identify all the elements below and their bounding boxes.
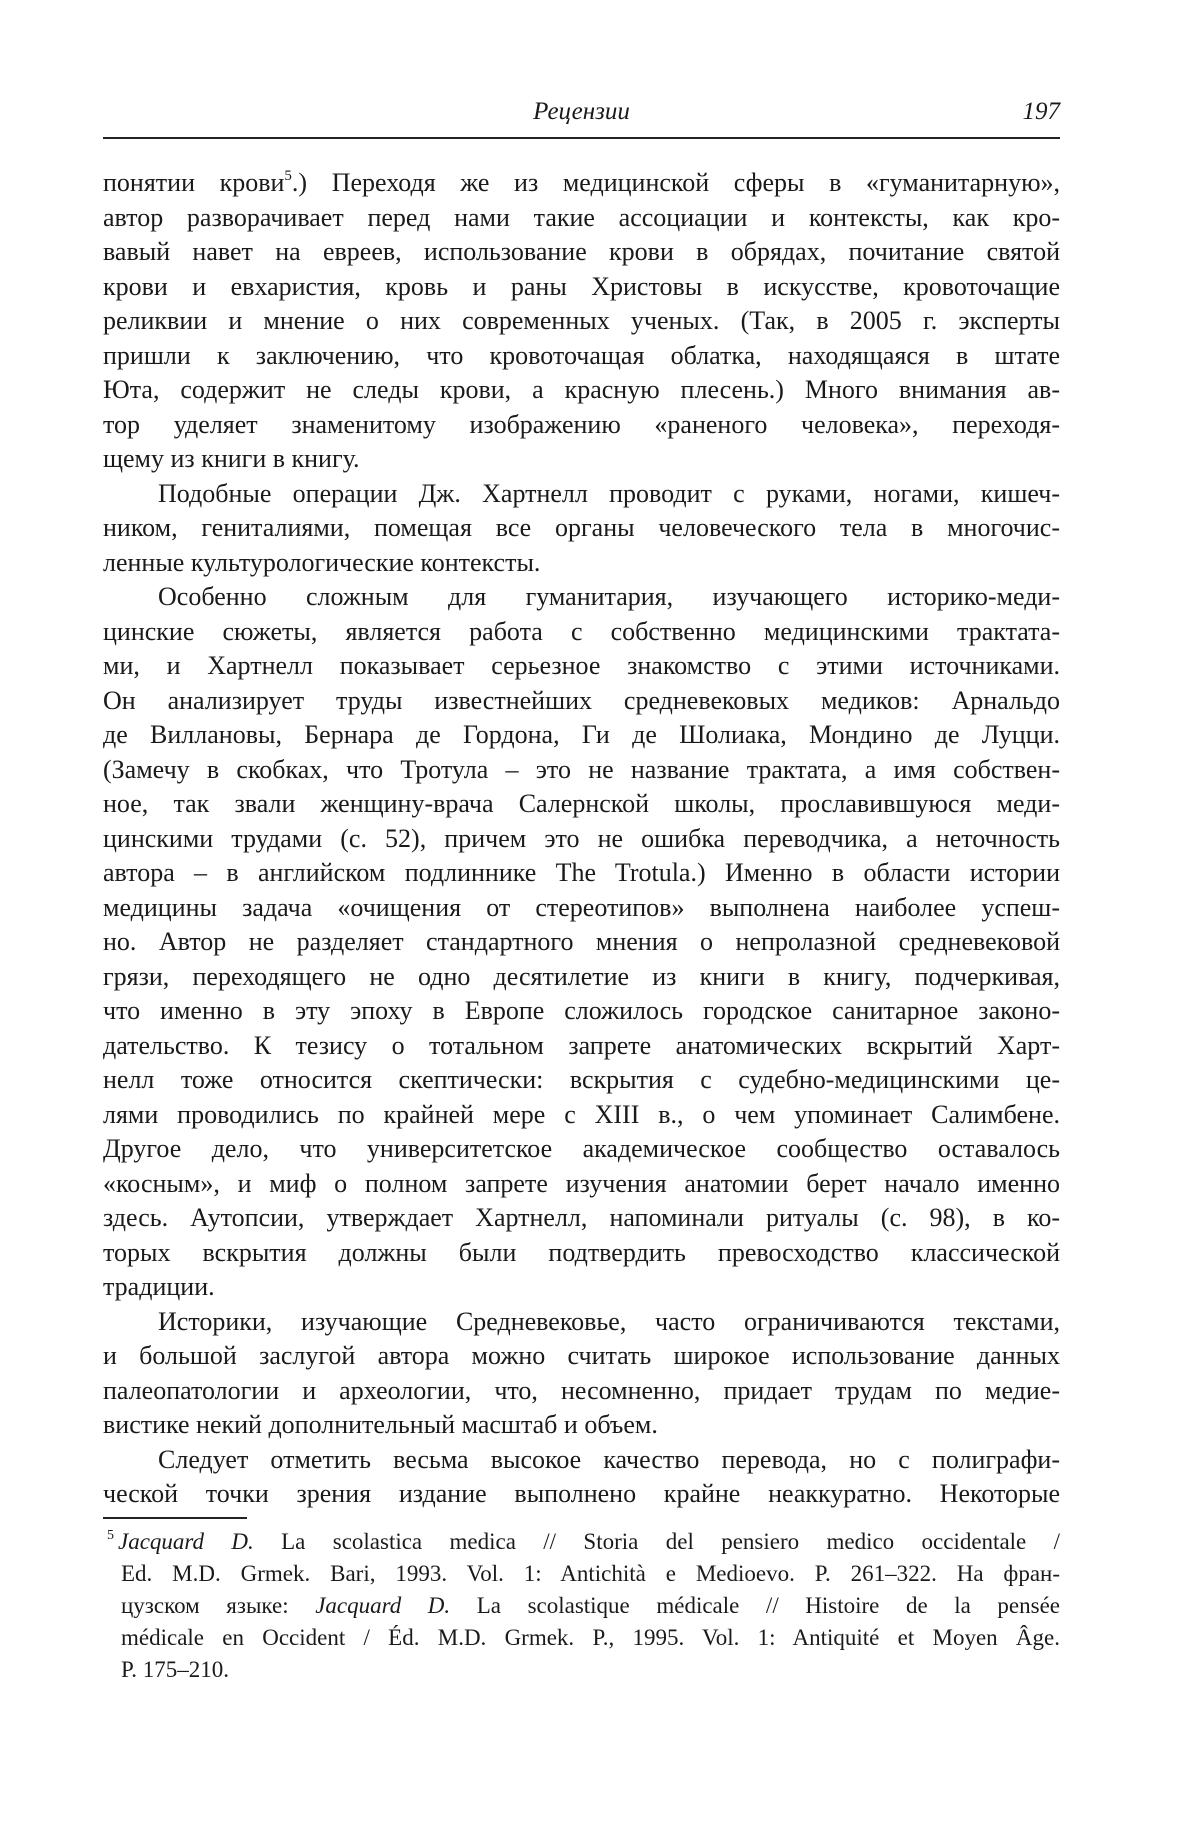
footnote-reference[interactable]: 5 (284, 168, 292, 184)
footnote-line (103, 1526, 1060, 1558)
text-line: Особенно сложным для гуманитария, изучающего историко-меди- (158, 582, 1060, 611)
text-line: (Замечу в скобках, что Тротула – это не название трактата, а имя собствен- (103, 754, 1060, 784)
text-line: вистике некий дополнительный масштаб и объем. (103, 1410, 658, 1439)
footnote-text: La scolastica medica // Storia del pensiero medico occidentale / (253, 1529, 1060, 1554)
footnote-rule (103, 1517, 247, 1519)
text-line: де Виллановы, Бернара де Гордона, Ги де Шолиака, Мондино де Луцци. (103, 720, 1060, 749)
text-line: реликвии и мнение о них современных ученых. (Так, в 2005 г. эксперты (103, 306, 1060, 335)
text-line: цинские сюжеты, является работа с собственно медицинскими трактата- (103, 616, 1060, 646)
footnote-author: Jacquard D. (118, 1529, 254, 1554)
section-title: Рецензии (533, 98, 630, 125)
text-line: ческой точки зрения издание выполнено крайне неаккуратно. Некоторые (103, 1479, 1060, 1508)
footnote-text: La scolastique médicale // Histoire de la pensée (450, 1593, 1060, 1618)
text-line: щему из книги в книгу. (103, 444, 360, 473)
text-line: грязи, переходящего не одно десятилетие из книги в книгу, подчеркивая, (103, 961, 1060, 991)
text-line: торых вскрытия должны были подтвердить превосходство классической (103, 1237, 1060, 1267)
text-line: Он анализирует труды известнейших средневековых медиков: Арнальдо (103, 685, 1060, 715)
footnote-text: цузском языке: (121, 1593, 316, 1618)
footnote-mark: 5 (107, 1528, 114, 1543)
text-line: ное, так звали женщину-врача Салернской школы, прославившуюся меди- (103, 789, 1060, 818)
text-line: медицины задача «очищения от стереотипов» выполнена наиболее успеш- (103, 892, 1060, 922)
footnote-line: P. 175–210. (121, 1657, 229, 1682)
text-line: здесь. Аутопсии, утверждает Хартнелл, напоминали ритуалы (с. 98), в ко- (103, 1203, 1060, 1232)
text-line: и большой заслугой автора можно считать широкое использование данных (103, 1341, 1060, 1370)
text-line: Историки, изучающие Средневековье, часто ограничиваются текстами, (158, 1306, 1060, 1336)
text-line (103, 166, 1060, 201)
text-fragment: .) Переходя же из медицинской сферы в «гуманитарную», (291, 168, 1060, 197)
footnote-line: Ed. M.D. Grmek. Bari, 1993. Vol. 1: Antichità e Medioevo. P. 261–322. На фран- (121, 1561, 1060, 1586)
running-header (103, 98, 1060, 136)
footnote-line (103, 1590, 1060, 1622)
text-line: автор разворачивает перед нами такие ассоциации и контексты, как кро- (103, 202, 1060, 232)
text-line: лями проводились по крайней мере с XIII в., о чем упоминает Салимбене. (103, 1099, 1060, 1129)
text-line: дательство. К тезису о тотальном запрете анатомических вскрытий Харт- (103, 1030, 1060, 1060)
text-line: вавый навет на евреев, использование крови в обрядах, почитание святой (103, 237, 1060, 266)
text-line: палеопатологии и археологии, что, несомненно, придает трудам по медие- (103, 1375, 1060, 1405)
text-line: традиции. (103, 1272, 215, 1301)
text-line: крови и евхаристия, кровь и раны Христовы в искусстве, кровоточащие (103, 271, 1060, 301)
footnote-author: Jacquard D. (315, 1593, 451, 1618)
text-line: нелл тоже относится скептически: вскрытия с судебно-медицинскими це- (103, 1065, 1060, 1094)
text-line: автора – в английском подлиннике The Trotula.) Именно в области истории (103, 858, 1060, 887)
text-line: Юта, содержит не следы крови, а красную плесень.) Много внимания ав- (103, 375, 1060, 404)
text-line: ником, гениталиями, помещая все органы человеческого тела в многочис- (103, 513, 1060, 542)
footnote-line: médicale en Occident / Éd. M.D. Grmek. P., 1995. Vol. 1: Antiquité et Moyen Âge. (121, 1625, 1060, 1650)
text-line: Подобные операции Дж. Хартнелл проводит с руками, ногами, кишеч- (158, 478, 1060, 508)
text-line: «косным», и миф о полном запрете изучения анатомии берет начало именно (103, 1168, 1060, 1198)
header-rule (103, 137, 1060, 139)
text-line: но. Автор не разделяет стандартного мнения о непролазной средневековой (103, 927, 1060, 956)
text-line: Следует отметить весьма высокое качество перевода, но с полиграфи- (158, 1444, 1060, 1474)
text-fragment: понятии крови (103, 168, 285, 197)
text-line: Другое дело, что университетское академическое сообщество оставалось (103, 1134, 1060, 1163)
text-line: ми, и Хартнелл показывает серьезное знакомство с этими источниками. (103, 651, 1060, 680)
text-line: что именно в эту эпоху в Европе сложилось городское санитарное законо- (103, 996, 1060, 1025)
page-number: 197 (1022, 98, 1060, 125)
text-line: ленные культурологические контексты. (103, 547, 541, 577)
text-line: пришли к заключению, что кровоточащая облатка, находящаяся в штате (103, 340, 1060, 370)
footnote (103, 1526, 1060, 1686)
body-text (103, 166, 1060, 1512)
text-line: тор уделяет знаменитому изображению «раненого человека», переходя- (103, 409, 1060, 439)
text-line: цинскими трудами (с. 52), причем это не ошибка переводчика, а неточность (103, 823, 1060, 853)
